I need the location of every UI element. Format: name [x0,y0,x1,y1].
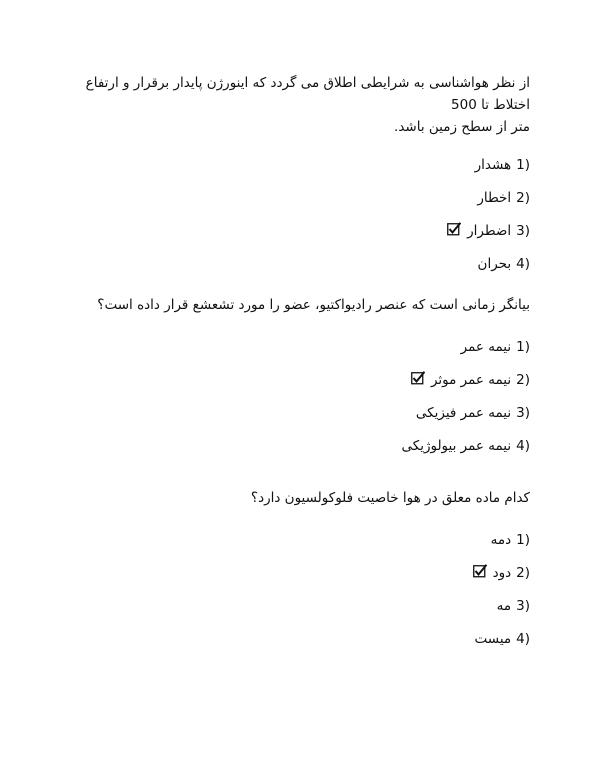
option-4[interactable] [60,247,530,280]
option-number: 3) [516,597,530,614]
options-list [60,148,530,280]
question-1 [60,72,530,280]
option-number: 2) [516,189,530,206]
option-4[interactable] [60,622,530,655]
option-number: 4) [516,437,530,454]
option-3[interactable] [60,214,530,247]
option-label: دود [492,564,512,581]
option-number: 4) [516,630,530,647]
option-label: اضطرار [467,222,512,239]
question-text: بیانگر زمانی است که عنصر رادیواکتیو، عضو را مورد تشعشع قرار داده است؟ [97,297,530,313]
options-list [60,523,530,655]
question-text-line-1: از نظر هواشناسی به شرایطی اطلاق می گردد که اینورژن پایدار برقرار و ارتفاع اختلاط تا 500 [85,75,530,113]
option-label: دمه [490,531,512,548]
option-number: 1) [516,156,530,173]
option-2[interactable] [60,556,530,589]
option-label: بحران [477,255,512,272]
option-3[interactable] [60,396,530,429]
question-3 [60,487,530,655]
option-label: نیمه عمر [460,338,512,355]
checkbox-checked-icon [473,564,487,578]
option-number: 4) [516,255,530,272]
question-text-line-2: متر از سطح زمین باشد. [394,119,530,135]
option-number: 1) [516,338,530,355]
option-2[interactable] [60,181,530,214]
option-number: 3) [516,222,530,239]
checkbox-checked-icon [411,371,425,385]
question-2 [60,294,530,462]
option-1[interactable] [60,148,530,181]
option-3[interactable] [60,589,530,622]
option-number: 2) [516,371,530,388]
checkbox-checked-icon [447,222,461,236]
option-label: اخطار [477,189,512,206]
option-number: 2) [516,564,530,581]
options-list [60,330,530,462]
option-label: نیمه عمر بیولوژیکی [401,437,512,454]
option-1[interactable] [60,330,530,363]
option-label: میست [474,630,512,647]
option-4[interactable] [60,429,530,462]
option-number: 3) [516,404,530,421]
question-text: کدام ماده معلق در هوا خاصیت فلوکولسیون دارد؟ [250,490,530,506]
option-label: مه [496,597,512,614]
option-label: نیمه عمر فیزیکی [415,404,512,421]
option-1[interactable] [60,523,530,556]
option-2[interactable] [60,363,530,396]
option-number: 1) [516,531,530,548]
option-label: نیمه عمر موثر [430,371,512,388]
option-label: هشدار [474,156,512,173]
question-text [60,72,530,138]
